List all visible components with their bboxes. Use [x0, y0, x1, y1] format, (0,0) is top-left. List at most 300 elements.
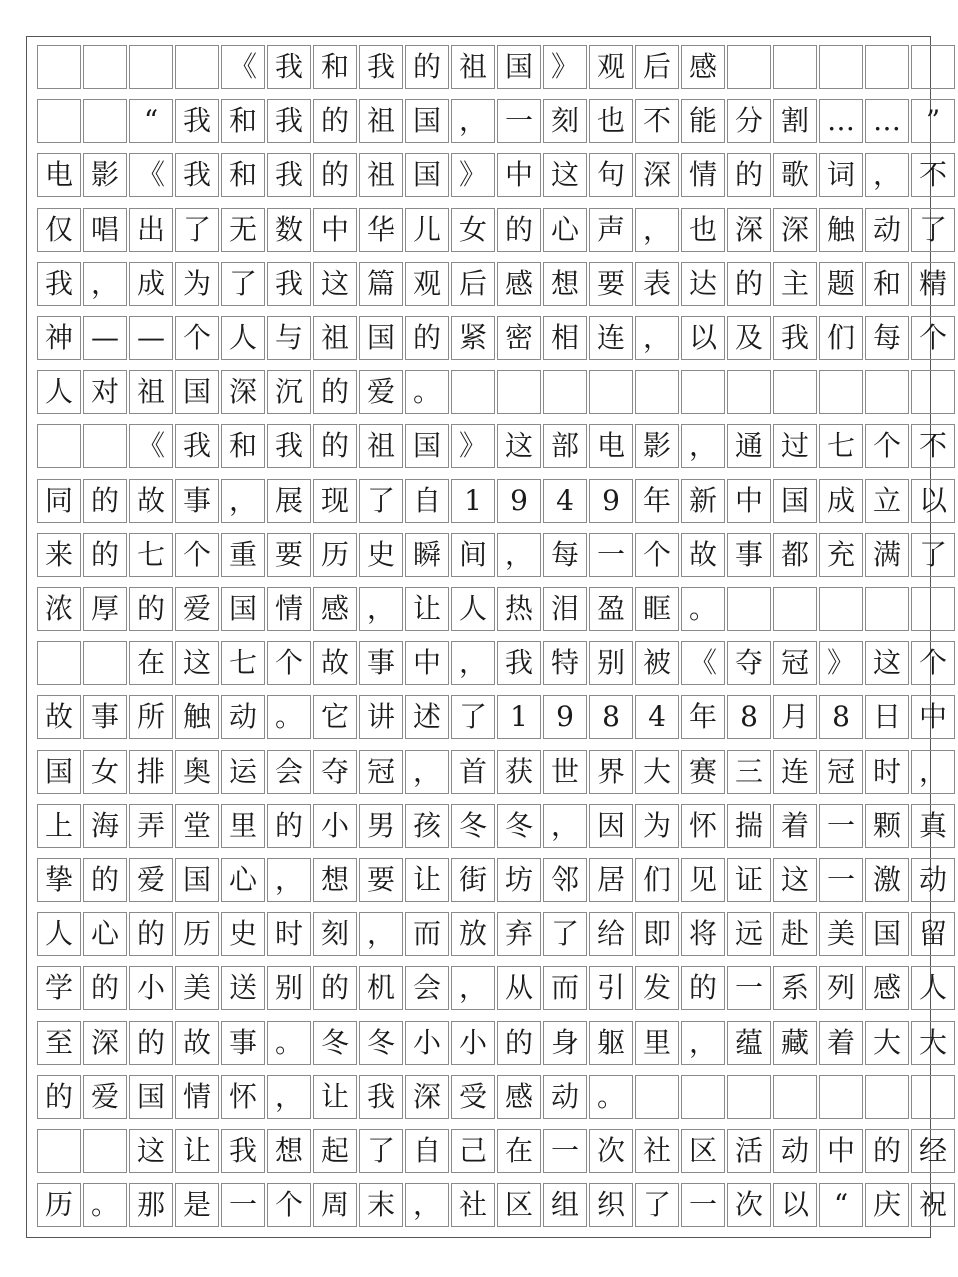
grid-cell: 给 — [589, 912, 633, 956]
grid-cell: 时 — [865, 750, 909, 794]
grid-cell: 心 — [221, 858, 265, 902]
grid-cell: 们 — [819, 316, 863, 360]
grid-cell: 冬 — [451, 804, 495, 848]
grid-cell: 个 — [267, 641, 311, 685]
grid-cell: 国 — [359, 316, 403, 360]
grid-cell: 通 — [727, 424, 771, 468]
grid-cell: 起 — [313, 1129, 357, 1173]
text-row — [37, 695, 955, 739]
grid-cell — [911, 370, 955, 414]
grid-cell: 想 — [267, 1129, 311, 1173]
grid-cell: 一 — [819, 804, 863, 848]
grid-cell: 的 — [313, 424, 357, 468]
grid-cell: 和 — [221, 99, 265, 143]
grid-cell: 冬 — [497, 804, 541, 848]
grid-cell: 小 — [405, 1021, 449, 1065]
grid-cell: 怀 — [681, 804, 725, 848]
grid-cell: 事 — [83, 695, 127, 739]
grid-cell: 引 — [589, 966, 633, 1010]
grid-cell: 人 — [451, 587, 495, 631]
grid-cell: 从 — [497, 966, 541, 1010]
grid-cell: 。 — [681, 587, 725, 631]
grid-cell: 事 — [359, 641, 403, 685]
grid-cell: 感 — [497, 1075, 541, 1119]
grid-cell: 颗 — [865, 804, 909, 848]
grid-cell: 获 — [497, 750, 541, 794]
grid-cell: 街 — [451, 858, 495, 902]
grid-cell: 区 — [681, 1129, 725, 1173]
grid-cell: 充 — [819, 533, 863, 577]
grid-cell: 展 — [267, 479, 311, 523]
grid-cell: 主 — [773, 262, 817, 306]
title-row — [37, 45, 955, 89]
grid-cell: 的 — [405, 45, 449, 89]
grid-cell: 被 — [635, 641, 679, 685]
grid-cell: 庆 — [865, 1183, 909, 1227]
grid-cell: 这 — [175, 641, 219, 685]
grid-cell: 国 — [405, 424, 449, 468]
grid-cell: 人 — [37, 912, 81, 956]
grid-cell: 的 — [681, 966, 725, 1010]
grid-cell: 故 — [313, 641, 357, 685]
grid-cell: 我 — [359, 45, 403, 89]
grid-cell: 是 — [175, 1183, 219, 1227]
grid-cell: 我 — [175, 424, 219, 468]
grid-cell: 。 — [83, 1183, 127, 1227]
grid-cell: 女 — [451, 208, 495, 252]
grid-cell: 至 — [37, 1021, 81, 1065]
grid-cell — [773, 370, 817, 414]
grid-cell — [83, 1129, 127, 1173]
grid-cell: 个 — [635, 533, 679, 577]
grid-cell: 和 — [865, 262, 909, 306]
grid-cell: 情 — [175, 1075, 219, 1119]
grid-cell: 运 — [221, 750, 265, 794]
grid-cell: 密 — [497, 316, 541, 360]
grid-cell: 我 — [221, 1129, 265, 1173]
grid-cell: 事 — [221, 1021, 265, 1065]
grid-cell: 男 — [359, 804, 403, 848]
grid-cell — [773, 45, 817, 89]
grid-cell: 自 — [405, 479, 449, 523]
grid-cell: 一 — [543, 1129, 587, 1173]
grid-cell — [543, 370, 587, 414]
grid-cell: 以 — [911, 479, 955, 523]
grid-cell: 活 — [727, 1129, 771, 1173]
grid-cell: 放 — [451, 912, 495, 956]
grid-cell: 》 — [451, 424, 495, 468]
grid-cell: ， — [635, 316, 679, 360]
grid-cell: … — [865, 99, 909, 143]
grid-cell: 《 — [129, 153, 173, 197]
grid-cell: 1 — [451, 479, 495, 523]
grid-cell — [819, 1075, 863, 1119]
grid-cell: “ — [819, 1183, 863, 1227]
grid-cell: 我 — [773, 316, 817, 360]
grid-cell — [865, 45, 909, 89]
grid-cell: 以 — [681, 316, 725, 360]
grid-cell: 这 — [129, 1129, 173, 1173]
grid-cell: 我 — [267, 45, 311, 89]
grid-cell: 后 — [451, 262, 495, 306]
grid-cell: 大 — [911, 1021, 955, 1065]
grid-cell: 达 — [681, 262, 725, 306]
grid-cell: 爱 — [359, 370, 403, 414]
grid-cell: ” — [911, 99, 955, 143]
grid-cell: 别 — [267, 966, 311, 1010]
grid-cell: 中 — [405, 641, 449, 685]
grid-cell: 证 — [727, 858, 771, 902]
grid-cell: 对 — [83, 370, 127, 414]
grid-cell: 一 — [819, 858, 863, 902]
grid-cell: 及 — [727, 316, 771, 360]
grid-cell: 列 — [819, 966, 863, 1010]
grid-cell: 心 — [83, 912, 127, 956]
text-row — [37, 804, 955, 848]
grid-cell: 国 — [405, 153, 449, 197]
text-row — [37, 912, 955, 956]
grid-cell — [911, 1075, 955, 1119]
grid-cell: 祖 — [359, 153, 403, 197]
grid-cell: 的 — [83, 966, 127, 1010]
grid-cell: 连 — [589, 316, 633, 360]
grid-cell: 电 — [589, 424, 633, 468]
grid-cell: ， — [359, 587, 403, 631]
grid-cell: 个 — [911, 316, 955, 360]
grid-cell: 部 — [543, 424, 587, 468]
grid-cell: 不 — [911, 153, 955, 197]
grid-cell: 的 — [129, 587, 173, 631]
grid-cell: 夺 — [727, 641, 771, 685]
grid-cell: 国 — [175, 370, 219, 414]
grid-cell: 即 — [635, 912, 679, 956]
grid-cell: 无 — [221, 208, 265, 252]
grid-cell: ， — [451, 99, 495, 143]
grid-cell: 社 — [451, 1183, 495, 1227]
grid-cell: 1 — [497, 695, 541, 739]
grid-cell: 里 — [635, 1021, 679, 1065]
grid-cell: 孩 — [405, 804, 449, 848]
grid-cell — [865, 1075, 909, 1119]
grid-cell: 一 — [681, 1183, 725, 1227]
grid-cell: 讲 — [359, 695, 403, 739]
grid-cell: 故 — [129, 479, 173, 523]
grid-cell: 三 — [727, 750, 771, 794]
grid-cell — [911, 587, 955, 631]
grid-cell: 感 — [681, 45, 725, 89]
grid-cell: 周 — [313, 1183, 357, 1227]
grid-cell: 满 — [865, 533, 909, 577]
grid-cell — [37, 424, 81, 468]
grid-cell — [37, 1129, 81, 1173]
grid-cell: … — [819, 99, 863, 143]
grid-cell — [37, 641, 81, 685]
grid-cell: 4 — [543, 479, 587, 523]
grid-cell: 让 — [405, 858, 449, 902]
grid-cell: 学 — [37, 966, 81, 1010]
grid-cell: 人 — [37, 370, 81, 414]
grid-cell: 心 — [543, 208, 587, 252]
grid-cell: 邻 — [543, 858, 587, 902]
grid-cell: 新 — [681, 479, 725, 523]
grid-cell: 这 — [497, 424, 541, 468]
text-row — [37, 1075, 955, 1119]
grid-cell: ， — [497, 533, 541, 577]
grid-cell: 。 — [589, 1075, 633, 1119]
grid-cell: 我 — [267, 99, 311, 143]
grid-cell: 激 — [865, 858, 909, 902]
grid-cell: 神 — [37, 316, 81, 360]
grid-cell: 个 — [911, 641, 955, 685]
grid-cell: 了 — [221, 262, 265, 306]
grid-cell: 远 — [727, 912, 771, 956]
grid-cell: 了 — [635, 1183, 679, 1227]
grid-cell — [129, 45, 173, 89]
grid-cell — [727, 1075, 771, 1119]
text-row — [37, 262, 955, 306]
grid-cell: 见 — [681, 858, 725, 902]
grid-cell: 别 — [589, 641, 633, 685]
grid-cell: 影 — [635, 424, 679, 468]
grid-cell: 让 — [405, 587, 449, 631]
grid-cell: 夺 — [313, 750, 357, 794]
grid-cell: 这 — [543, 153, 587, 197]
grid-cell — [819, 370, 863, 414]
grid-cell: 了 — [451, 695, 495, 739]
grid-cell: 表 — [635, 262, 679, 306]
grid-cell: 女 — [83, 750, 127, 794]
grid-cell: 华 — [359, 208, 403, 252]
grid-cell — [727, 370, 771, 414]
grid-cell: 泪 — [543, 587, 587, 631]
text-row — [37, 479, 955, 523]
grid-cell: 冠 — [359, 750, 403, 794]
grid-cell — [589, 370, 633, 414]
grid-cell: 情 — [267, 587, 311, 631]
grid-cell — [37, 45, 81, 89]
grid-cell: 末 — [359, 1183, 403, 1227]
grid-cell: ， — [405, 750, 449, 794]
grid-cell: 我 — [497, 641, 541, 685]
grid-cell: 和 — [221, 153, 265, 197]
grid-cell: 要 — [589, 262, 633, 306]
grid-cell: “ — [129, 99, 173, 143]
grid-cell: 国 — [129, 1075, 173, 1119]
grid-cell: 不 — [911, 424, 955, 468]
grid-cell: 了 — [359, 1129, 403, 1173]
grid-cell: 间 — [451, 533, 495, 577]
grid-cell: 排 — [129, 750, 173, 794]
grid-cell: 祖 — [359, 424, 403, 468]
grid-cell: 触 — [819, 208, 863, 252]
grid-cell: 。 — [267, 695, 311, 739]
grid-cell: 故 — [37, 695, 81, 739]
grid-cell: ， — [221, 479, 265, 523]
grid-cell: 堂 — [175, 804, 219, 848]
grid-cell: 影 — [83, 153, 127, 197]
text-row — [37, 370, 955, 414]
grid-cell: 发 — [635, 966, 679, 1010]
grid-cell: 篇 — [359, 262, 403, 306]
grid-cell: 的 — [267, 804, 311, 848]
grid-cell: 的 — [83, 479, 127, 523]
grid-cell: 而 — [543, 966, 587, 1010]
grid-cell: ， — [83, 262, 127, 306]
grid-cell: 》 — [451, 153, 495, 197]
grid-cell: 同 — [37, 479, 81, 523]
grid-cell: 9 — [543, 695, 587, 739]
grid-cell: ， — [635, 208, 679, 252]
grid-cell: 8 — [727, 695, 771, 739]
grid-cell: 沉 — [267, 370, 311, 414]
grid-cell: 坊 — [497, 858, 541, 902]
grid-cell: 热 — [497, 587, 541, 631]
grid-cell: 8 — [819, 695, 863, 739]
grid-cell — [865, 587, 909, 631]
grid-cell — [635, 1075, 679, 1119]
grid-cell: 冠 — [819, 750, 863, 794]
grid-cell — [635, 370, 679, 414]
grid-cell: 美 — [175, 966, 219, 1010]
grid-cell: 故 — [681, 533, 725, 577]
grid-cell: 了 — [911, 533, 955, 577]
grid-cell: 词 — [819, 153, 863, 197]
grid-cell: 动 — [543, 1075, 587, 1119]
grid-cell: 以 — [773, 1183, 817, 1227]
grid-cell: 中 — [727, 479, 771, 523]
grid-cell: 了 — [175, 208, 219, 252]
grid-cell — [681, 1075, 725, 1119]
grid-cell: 的 — [865, 1129, 909, 1173]
grid-cell: 眶 — [635, 587, 679, 631]
grid-cell: 深 — [405, 1075, 449, 1119]
grid-cell: 为 — [175, 262, 219, 306]
grid-cell: 小 — [451, 1021, 495, 1065]
grid-cell: 国 — [175, 858, 219, 902]
grid-cell: 》 — [543, 45, 587, 89]
grid-cell: 割 — [773, 99, 817, 143]
grid-cell: 真 — [911, 804, 955, 848]
grid-cell: 也 — [681, 208, 725, 252]
grid-cell: 连 — [773, 750, 817, 794]
grid-cell: 的 — [727, 153, 771, 197]
grid-cell: 机 — [359, 966, 403, 1010]
grid-cell: 祖 — [313, 316, 357, 360]
text-row — [37, 641, 955, 685]
grid-cell — [819, 587, 863, 631]
grid-cell: 里 — [221, 804, 265, 848]
grid-cell: 一 — [589, 533, 633, 577]
grid-cell: 观 — [589, 45, 633, 89]
grid-cell: 和 — [221, 424, 265, 468]
grid-cell: 紧 — [451, 316, 495, 360]
grid-cell: 盈 — [589, 587, 633, 631]
grid-cell: 祖 — [129, 370, 173, 414]
grid-cell: 历 — [313, 533, 357, 577]
grid-cell: 年 — [681, 695, 725, 739]
grid-cell: 》 — [819, 641, 863, 685]
grid-cell: 挚 — [37, 858, 81, 902]
grid-cell: 都 — [773, 533, 817, 577]
grid-cell — [175, 45, 219, 89]
grid-cell: 相 — [543, 316, 587, 360]
grid-cell: 了 — [543, 912, 587, 956]
grid-cell: 儿 — [405, 208, 449, 252]
grid-cell: 观 — [405, 262, 449, 306]
grid-cell: 深 — [773, 208, 817, 252]
grid-cell: 感 — [313, 587, 357, 631]
grid-cell: 深 — [727, 208, 771, 252]
grid-cell: 电 — [37, 153, 81, 197]
grid-cell: 历 — [175, 912, 219, 956]
grid-cell: 月 — [773, 695, 817, 739]
grid-cell: 国 — [865, 912, 909, 956]
grid-cell: 美 — [819, 912, 863, 956]
grid-cell: 我 — [267, 262, 311, 306]
grid-cell: 了 — [911, 208, 955, 252]
grid-cell: 和 — [313, 45, 357, 89]
grid-cell: ， — [267, 858, 311, 902]
grid-cell — [727, 45, 771, 89]
grid-cell — [819, 45, 863, 89]
grid-cell: 能 — [681, 99, 725, 143]
grid-cell: 唱 — [83, 208, 127, 252]
grid-cell: 次 — [727, 1183, 771, 1227]
grid-cell: 在 — [129, 641, 173, 685]
grid-cell: 的 — [405, 316, 449, 360]
grid-cell: 的 — [313, 966, 357, 1010]
text-row — [37, 99, 955, 143]
grid-cell: 们 — [635, 858, 679, 902]
grid-cell: 让 — [175, 1129, 219, 1173]
grid-cell: 在 — [497, 1129, 541, 1173]
grid-cell: 国 — [497, 45, 541, 89]
grid-cell: 我 — [267, 153, 311, 197]
grid-cell: 会 — [267, 750, 311, 794]
grid-cell — [37, 99, 81, 143]
grid-cell: 精 — [911, 262, 955, 306]
grid-cell: ， — [681, 424, 725, 468]
grid-cell: 每 — [543, 533, 587, 577]
grid-cell: 瞬 — [405, 533, 449, 577]
grid-cell: 过 — [773, 424, 817, 468]
grid-cell — [727, 587, 771, 631]
grid-cell: 弄 — [129, 804, 173, 848]
grid-cell: 爱 — [83, 1075, 127, 1119]
grid-cell: 的 — [313, 370, 357, 414]
grid-cell: 这 — [865, 641, 909, 685]
grid-cell: 深 — [635, 153, 679, 197]
grid-cell: 深 — [221, 370, 265, 414]
grid-cell: 与 — [267, 316, 311, 360]
grid-cell: 来 — [37, 533, 81, 577]
grid-cell: 动 — [221, 695, 265, 739]
grid-cell: 9 — [589, 479, 633, 523]
grid-cell: — — [129, 316, 173, 360]
grid-cell: 社 — [635, 1129, 679, 1173]
grid-cell: 居 — [589, 858, 633, 902]
grid-cell: 感 — [865, 966, 909, 1010]
text-row — [37, 424, 955, 468]
grid-cell — [773, 1075, 817, 1119]
grid-cell — [681, 370, 725, 414]
grid-cell: 大 — [865, 1021, 909, 1065]
grid-cell: 句 — [589, 153, 633, 197]
grid-cell: 我 — [267, 424, 311, 468]
grid-cell: 爱 — [175, 587, 219, 631]
grid-cell: 特 — [543, 641, 587, 685]
grid-cell: 祖 — [451, 45, 495, 89]
